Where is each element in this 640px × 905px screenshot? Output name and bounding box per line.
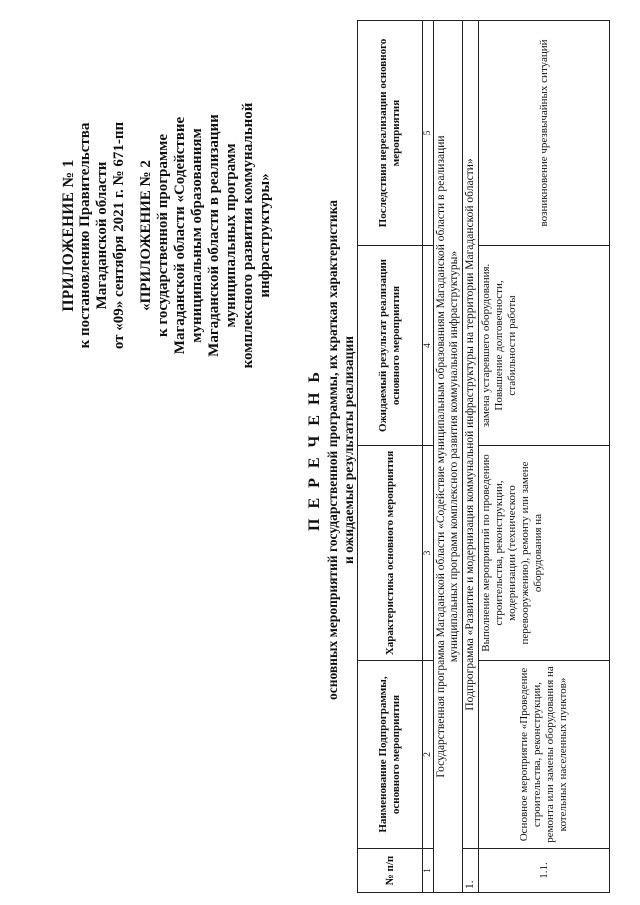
header-result: Ожидаемый результат реализации основного мероприятия [358, 246, 423, 446]
row-result: замена устаревшего оборудования. Повышение долговечности, стабильности работы [480, 263, 518, 428]
program-line-1: Государственная программа Магаданской области «Содействие муниципальным образованиям Магаданской области в реализации [435, 135, 447, 778]
appendix-2-line: Магаданской области «Содействие [172, 116, 188, 355]
title-heading: П Е Р Е Ч Е Н Ь [306, 369, 323, 531]
appendix-2-line: комплексного развития коммунальной [240, 102, 256, 369]
appendix-2-line: муниципальным образованиям [189, 128, 205, 343]
subprogram-text: Подпрограмма «Развитие и модернизация коммунальной инфраструктуры на территории Магаданской области» [463, 21, 479, 849]
header-desc: Характеристика основного мероприятия [358, 446, 423, 661]
appendix-1-to: к постановлению Правительства [77, 122, 93, 349]
appendix-2-line: инфраструктуры» [257, 173, 273, 298]
column-number: 5 [423, 21, 434, 246]
program-line-2: муниципальных программ комплексного развития коммунальной инфраструктуры» [448, 250, 460, 663]
column-number: 1 [423, 849, 434, 893]
program-row [434, 21, 463, 893]
column-number: 3 [423, 446, 434, 661]
document-title [305, 170, 357, 730]
row-consequence: возникновение чрезвычайных ситуаций [479, 21, 610, 246]
subprogram-num: 1. [463, 849, 479, 893]
table-header-row [358, 21, 423, 893]
appendix-1-region: Магаданской области [94, 161, 110, 310]
appendix-2-line: к государственной программе [155, 134, 171, 337]
table-row [479, 21, 610, 893]
header-name: Наименование Подпрограммы, основного мероприятия [358, 661, 423, 849]
program-cell [434, 21, 463, 893]
appendix-header [60, 68, 274, 403]
title-line-1: основных мероприятий государственной программы, их краткая характеристика [325, 199, 340, 701]
appendix-1-date: от «09» сентября 2021 г. № 671-пп [111, 121, 127, 350]
row-result-cell [479, 246, 610, 446]
row-num: 1.1. [479, 849, 610, 893]
header-consequence: Последствия нереализации основного мероприятия [358, 21, 423, 246]
appendix-1-title: ПРИЛОЖЕНИЕ № 1 [60, 159, 77, 312]
row-name: Основное мероприятие «Проведение строительства, реконструкции, ремонта или замены оборудования на котельных населенных пунктов» [479, 661, 610, 849]
column-number: 2 [423, 661, 434, 849]
header-num: № п/п [358, 849, 423, 893]
appendix-2-title: «ПРИЛОЖЕНИЕ № 2 [138, 160, 154, 311]
title-line-2: и ожидаемые результаты реализации [341, 335, 356, 565]
appendix-2-line: Магаданской области в реализации [206, 114, 222, 357]
subprogram-row [463, 21, 479, 893]
column-numbers-row [423, 21, 434, 893]
column-number: 4 [423, 246, 434, 446]
row-desc: Выполнение мероприятий по проведению строительства, реконструкции, модернизации (технического перевооружению), ремонту или замене оборудования на [480, 454, 544, 652]
measures-table [357, 20, 610, 893]
row-desc-cell [479, 446, 610, 661]
appendix-2-line: муниципальных программ [223, 143, 239, 328]
